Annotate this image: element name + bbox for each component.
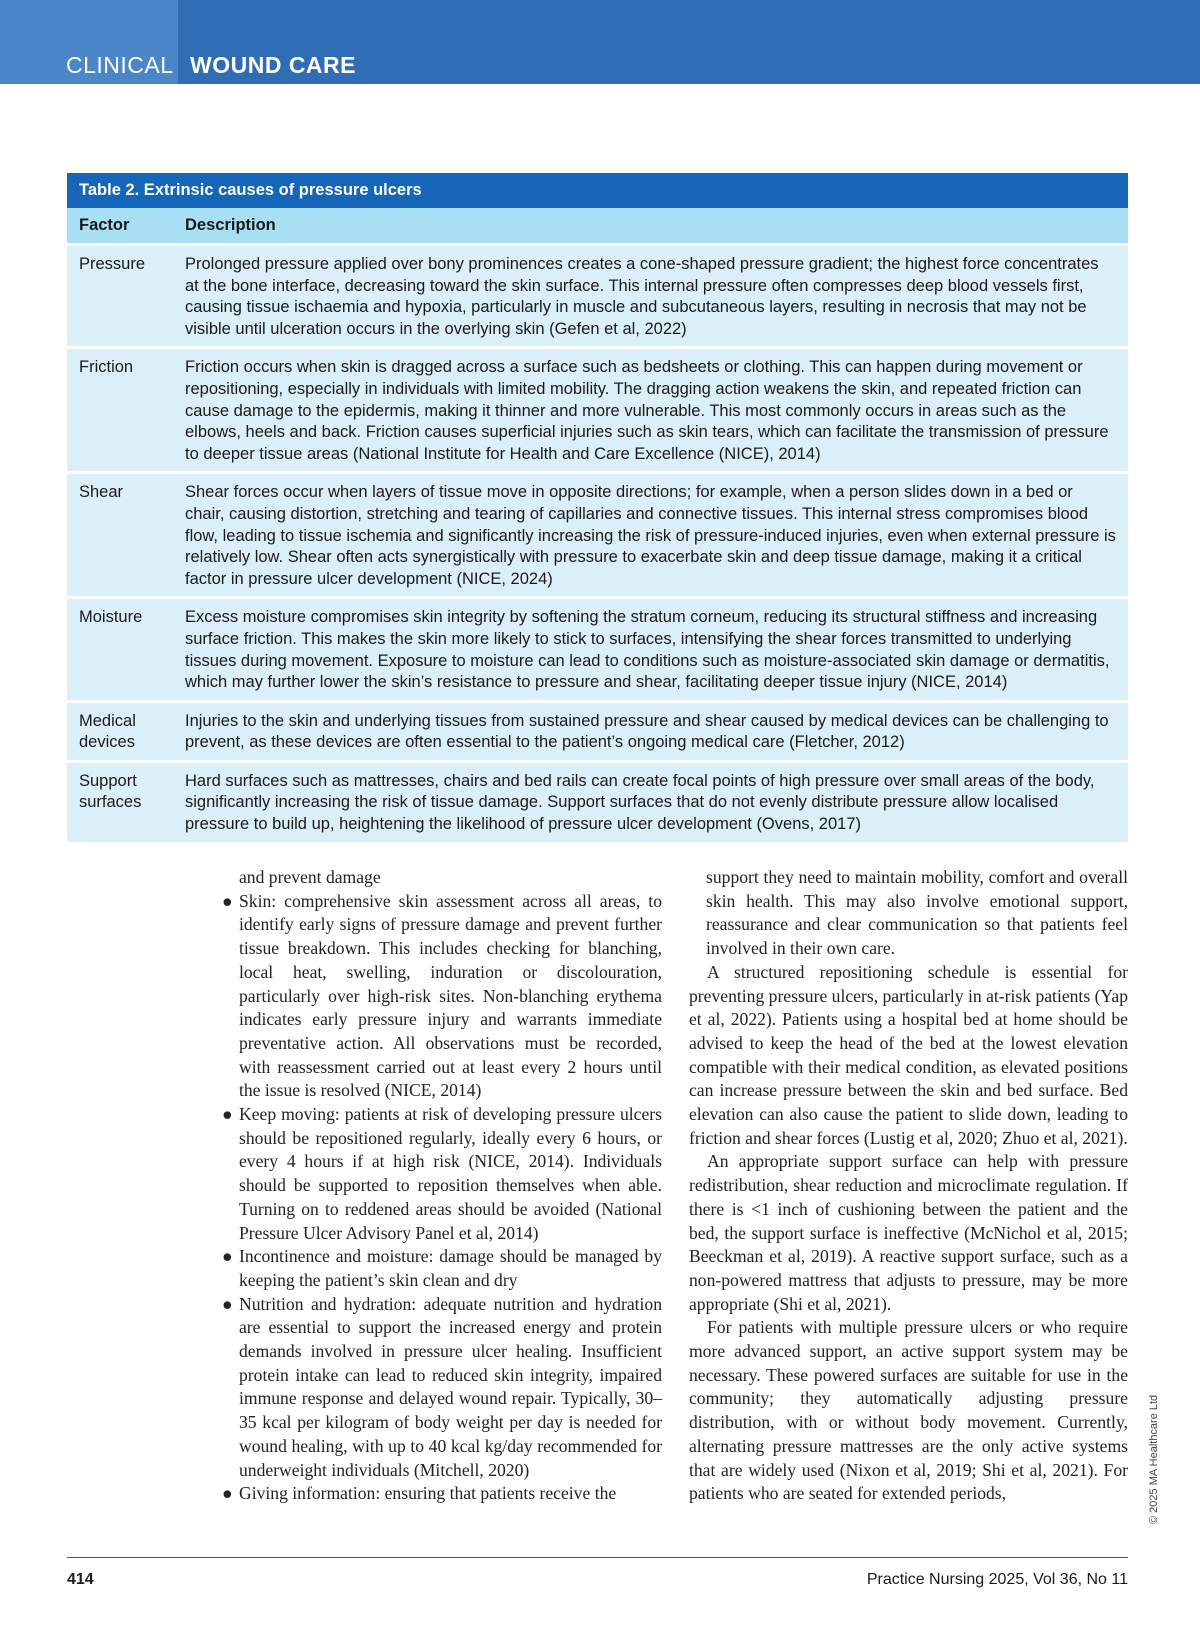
description-cell: Hard surfaces such as mattresses, chairs and bed rails can create focal points of high pressure over small areas of the body, significantly increasing the risk of tissue damage. Support surfaces that do not evenly distribute pressure allow localised pressure to build up, heightening the likelihood of pressure ulcer development (Ovens, 2017) [185, 771, 1095, 834]
subsection-label: WOUND CARE [190, 52, 356, 78]
factor-cell: Friction [79, 358, 134, 377]
bullet-item-incontinence: ● Incontinence and moisture: damage should be managed by keeping the patient’s skin clean and dry [222, 1246, 662, 1290]
bullet-item-skin: ● Skin: comprehensive skin assessment across all areas, to identify early signs of pressure damage and prevent further tissue breakdown. This includes checking for blanching, local heat, swelling, induration or discolouration, particularly over high-risk sites. Non-blanching erythema indicates early pressure injury and warrants immediate preventative action. All observations must be recorded, with reassessment carried out at least every 2 hours until the issue is resolved (NICE, 2014) [222, 890, 662, 1101]
extrinsic-causes-table [67, 173, 1128, 842]
body-paragraph: A structured repositioning schedule is essential for preventing pressure ulcers, particularly in at-risk patients (Yap et al, 2022). Patients using a hospital bed at home should be advised to keep the head of the bed at the lowest elevation compatible with their medical condition, as elevated positions can increase pressure between the skin and bed surface. Bed elevation can also cause the patient to slide down, leading to friction and shear forces (Lustig et al, 2020; Zhuo et al, 2021). [689, 961, 1128, 1148]
bullet-item-nutrition: ● Nutrition and hydration: adequate nutrition and hydration are essential to support the increased energy and protein demands involved in pressure ulcer healing. Insufficient protein intake can lead to reduced skin integrity, impaired immune response and delayed wound repair. Typically, 30–35 kcal per kilogram of body weight per day is needed for wound healing, with up to 40 kcal kg/day recommended for underweight individuals (Mitchell, 2020) [222, 1293, 662, 1480]
table-row [67, 243, 1128, 346]
page-header [0, 0, 1200, 84]
description-cell: Excess moisture compromises skin integrity by softening the stratum corneum, reducing its structural stiffness and increasing surface friction. This makes the skin more likely to stick to surfaces, intensifying the shear forces transmitted to underlying tissues during movement. Exposure to moisture can lead to conditions such as moisture-associated skin damage or dermatitis, which may further lower the skin’s resistance to pressure and shear, facilitating deeper tissue injury (NICE, 2014) [185, 608, 1110, 692]
bullet-icon: ● [222, 890, 233, 911]
table-row [67, 760, 1128, 842]
body-paragraph: For patients with multiple pressure ulcers or who require more advanced support, an active support system may be necessary. These powered surfaces are suitable for use in the community; they automatically adjusting pressure distribution, with or without body movement. Currently, alternating pressure mattresses are the only active systems that are widely used (Nixon et al, 2019; Shi et al, 2021). For patients who are seated for extended periods, [689, 1317, 1128, 1504]
factor-cell: Pressure [79, 255, 146, 273]
factor-cell: Moisture [79, 608, 143, 627]
column-header-description: Description [185, 216, 276, 234]
bullet-item-giving-information: ● Giving information: ensuring that patients receive the [222, 1482, 662, 1506]
description-cell: Prolonged pressure applied over bony prominences creates a cone-shaped pressure gradient; the highest force concentrates at the bone interface, decreasing toward the skin surface. This internal pressure often compresses deep blood vessels first, causing tissue ischaemia and hypoxia, particularly in muscle and subcutaneous layers, resulting in necrosis that may not be visible until ulceration occurs in the overlying skin (Gefen et al, 2022) [185, 255, 1099, 338]
left-text-column [222, 866, 662, 1506]
body-paragraph: An appropriate support surface can help with pressure redistribution, shear reduction and microclimate regulation. If there is <1 inch of cushioning between the patient and the bed, the support surface is ineffective (McNichol et al, 2015; Beeckman et al, 2019). A reactive support surface, such as a non-powered mattress that adjusts to pressure, may be more appropriate (Shi et al, 2021). [689, 1151, 1128, 1314]
table-title: Table 2. Extrinsic causes of pressure ulcers [67, 173, 1128, 208]
factor-cell: Shear [79, 483, 124, 502]
factor-cell: Medical devices [79, 711, 136, 752]
description-cell: Injuries to the skin and underlying tissues from sustained pressure and shear caused by medical devices can be challenging to prevent, as these devices are often essential to the patient’s ongoing medical care (Fletcher, 2012) [185, 711, 1109, 752]
continuation-paragraph: support they need to maintain mobility, comfort and overall skin health. This may also involve emotional support, reassurance and clear communication so that patients feel involved in their own care. [706, 867, 1128, 959]
page-number: 414 [67, 1571, 94, 1588]
table-row [67, 346, 1128, 471]
table-row [67, 471, 1128, 596]
bullet-item-keep-moving: ● Keep moving: patients at risk of developing pressure ulcers should be repositioned regularly, ideally every 6 hours, or every 4 hours if at high risk (NICE, 2014). Individuals should be supported to reposition themselves when able. Turning on to reddened areas should be avoided (National Pressure Ulcer Advisory Panel et al, 2014) [222, 1104, 662, 1243]
section-label: CLINICAL [66, 52, 174, 78]
copyright-notice: © 2025 MA Healthcare Ltd [1148, 1394, 1160, 1524]
journal-citation: Practice Nursing 2025, Vol 36, No 11 [866, 1571, 1128, 1588]
table-row [67, 700, 1128, 760]
description-cell: Shear forces occur when layers of tissue move in opposite directions; for example, when a person slides down in a bed or chair, causing distortion, stretching and tearing of capillaries and connective tissues. This internal stress compromises blood flow, leading to tissue ischemia and significantly increasing the risk of pressure-induced injuries, even when external pressure is relatively low. Shear often acts synergistically with pressure to exacerbate skin and deep tissue damage, making it a critical factor in pressure ulcer development (NICE, 2024) [185, 483, 1116, 588]
column-header-factor: Factor [79, 216, 130, 234]
lead-fragment: and prevent damage [239, 867, 381, 887]
bullet-icon: ● [222, 1293, 233, 1314]
bullet-list [222, 890, 662, 1506]
bullet-icon: ● [222, 1104, 233, 1125]
factor-cell: Support surfaces [79, 771, 142, 812]
table-header-row [67, 208, 1128, 243]
bullet-icon: ● [222, 1483, 233, 1504]
table-row [67, 596, 1128, 699]
bullet-icon: ● [222, 1246, 233, 1267]
right-text-column [689, 866, 1128, 1506]
footer-rule [67, 1557, 1128, 1558]
description-cell: Friction occurs when skin is dragged across a surface such as bedsheets or clothing. This can happen during movement or repositioning, especially in individuals with limited mobility. The dragging action weakens the skin, and repeated friction can cause damage to the epidermis, making it thinner and more vulnerable. This most commonly occurs in areas such as the elbows, heels and back. Friction causes superficial injuries such as skin tears, which can facilitate the transmission of pressure to deeper tissue areas (National Institute for Health and Care Excellence (NICE), 2014) [185, 358, 1109, 463]
